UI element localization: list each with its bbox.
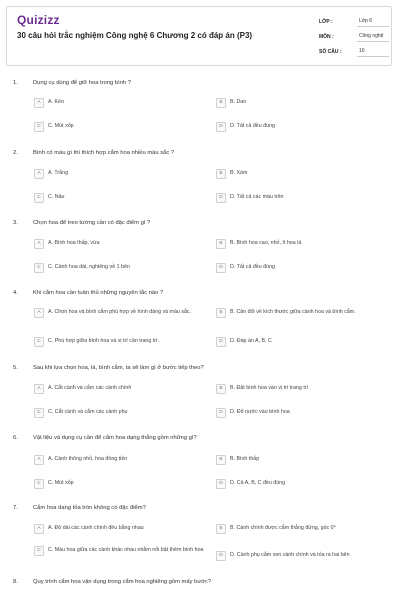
question-number: 3. (13, 220, 18, 226)
option-letter-badge: A (34, 524, 44, 534)
question-number: 7. (13, 505, 18, 511)
option-letter-badge: D (216, 193, 226, 203)
question-text: Chọn hoa để treo tường cần có đặc điểm gì ? (33, 220, 151, 226)
option-text: B. Cành chính được cắm thẳng đứng, góc 0° (230, 525, 336, 531)
option-letter-badge: B (216, 308, 226, 318)
meta-value: Lớp 6 (357, 18, 389, 27)
option-letter-badge: D (216, 337, 226, 347)
option-letter-badge: B (216, 239, 226, 249)
option-letter-badge: C (34, 546, 44, 556)
option-text: D. Tất cả đều đúng (230, 264, 275, 270)
option-letter-badge: D (216, 479, 226, 489)
option-text: D. Cành phụ cắm xen cành chính và tỏa ra hai bên (230, 552, 350, 558)
option-letter-badge: D (216, 122, 226, 132)
question-text: Vật liệu và dụng cụ cần để cắm hoa dạng thẳng gồm những gì? (33, 435, 197, 441)
option-text: A. Cành thông nhỏ, hoa đồng tiền (48, 456, 128, 462)
option-letter-badge: A (34, 384, 44, 394)
option-text: C. Màu hoa giữa các cành khác nhau nhằm nổi bật thêm bình hoa (48, 547, 204, 553)
meta-value: Công nghệ (357, 33, 389, 42)
option-text: B. Bình thấp (230, 456, 260, 462)
option-letter-badge: B (216, 524, 226, 534)
option-letter-badge: C (34, 337, 44, 347)
meta-label: LỚP : (319, 19, 333, 25)
meta-row-count (319, 42, 389, 57)
option-text: B. Xám (230, 170, 248, 176)
question-number: 1. (13, 80, 18, 86)
question-text: Quy trình cắm hoa vận dụng trong cắm hoa nghiêng gồm mấy bước? (33, 579, 212, 585)
question-text: Cắm hoa dạng tỏa tròn không có đặc điểm? (33, 505, 146, 511)
meta-label: MÔN : (319, 34, 334, 40)
option-letter-badge: B (216, 98, 226, 108)
option-letter-badge: C (34, 193, 44, 203)
meta-value: 10 (357, 48, 389, 57)
question-number: 4. (13, 290, 18, 296)
option-text: D. Cả A, B, C đều đúng (230, 480, 286, 486)
question-text: Sau khi lựa chọn hoa, lá, bình cắm, ta sẽ làm gì ở bước tiếp theo? (33, 365, 204, 371)
option-text: A. Trắng (48, 170, 69, 176)
worksheet-title: 30 câu hỏi trắc nghiệm Công nghệ 6 Chương 2 có đáp án (P3) (17, 31, 253, 40)
option-text: D. Đáp án A, B, C (230, 338, 272, 344)
option-text: A. Độ dài các cành chính đều bằng nhau (48, 525, 144, 531)
meta-row-grade (319, 12, 389, 27)
option-text: C. Nâu (48, 194, 65, 200)
option-text: B. Đặt bình hoa vào vị trí trang trí (230, 385, 309, 391)
worksheet-header (6, 6, 392, 66)
option-letter-badge: C (34, 263, 44, 273)
option-text: C. Cắt cành và cắm các cành phụ (48, 409, 128, 415)
option-text: C. Mút xốp (48, 123, 74, 129)
question-number: 8. (13, 579, 18, 585)
option-letter-badge: D (216, 408, 226, 418)
option-text: B. Cân đối về kích thước giữa cành hoa và bình cắm. (230, 309, 356, 315)
option-text: D. Tất cả các màu trên (230, 194, 284, 200)
option-letter-badge: A (34, 455, 44, 465)
meta-label: SỐ CÂU : (319, 49, 342, 55)
option-text: D. Đổ nước vào bình hoa (230, 409, 290, 415)
question-number: 5. (13, 365, 18, 371)
option-text: D. Tất cả đều đúng (230, 123, 275, 129)
option-letter-badge: C (34, 479, 44, 489)
question-number: 6. (13, 435, 18, 441)
option-text: B. Bình hoa cao, nhỏ, ít hoa lá (230, 240, 302, 246)
option-text: B. Dao (230, 99, 247, 105)
option-letter-badge: A (34, 98, 44, 108)
option-text: C. Phù hợp giữa bình hoa và vị trí cần trang trí. (48, 338, 159, 344)
meta-row-subject (319, 27, 389, 42)
option-letter-badge: B (216, 169, 226, 179)
option-letter-badge: A (34, 239, 44, 249)
option-text: A. Cắt cành và cắm các cành chính (48, 385, 132, 391)
question-number: 2. (13, 150, 18, 156)
option-letter-badge: C (34, 122, 44, 132)
option-letter-badge: A (34, 308, 44, 318)
option-letter-badge: B (216, 384, 226, 394)
option-text: A. Kéo (48, 99, 64, 105)
option-letter-badge: D (216, 263, 226, 273)
question-text: Dụng cụ dùng để giữ hoa trong bình ? (33, 80, 131, 86)
option-text: C. Mút xốp (48, 480, 74, 486)
option-text: A. Bình hoa thấp, vừa (48, 240, 100, 246)
option-letter-badge: D (216, 551, 226, 561)
quizizz-logo: Quizizz (17, 13, 60, 27)
question-text: Khi cắm hoa cần tuân thủ những nguyên tắc nào ? (33, 290, 164, 296)
worksheet-meta (319, 12, 389, 57)
question-text: Bình có màu gì thì thích hợp cắm hoa nhiều màu sắc ? (33, 150, 175, 156)
option-letter-badge: B (216, 455, 226, 465)
option-letter-badge: C (34, 408, 44, 418)
option-letter-badge: A (34, 169, 44, 179)
option-text: A. Chọn hoa và bình cắm phù hợp về hình dáng và màu sắc. (48, 309, 192, 315)
option-text: C. Cành hoa dài, nghiêng về 1 bên (48, 264, 130, 270)
